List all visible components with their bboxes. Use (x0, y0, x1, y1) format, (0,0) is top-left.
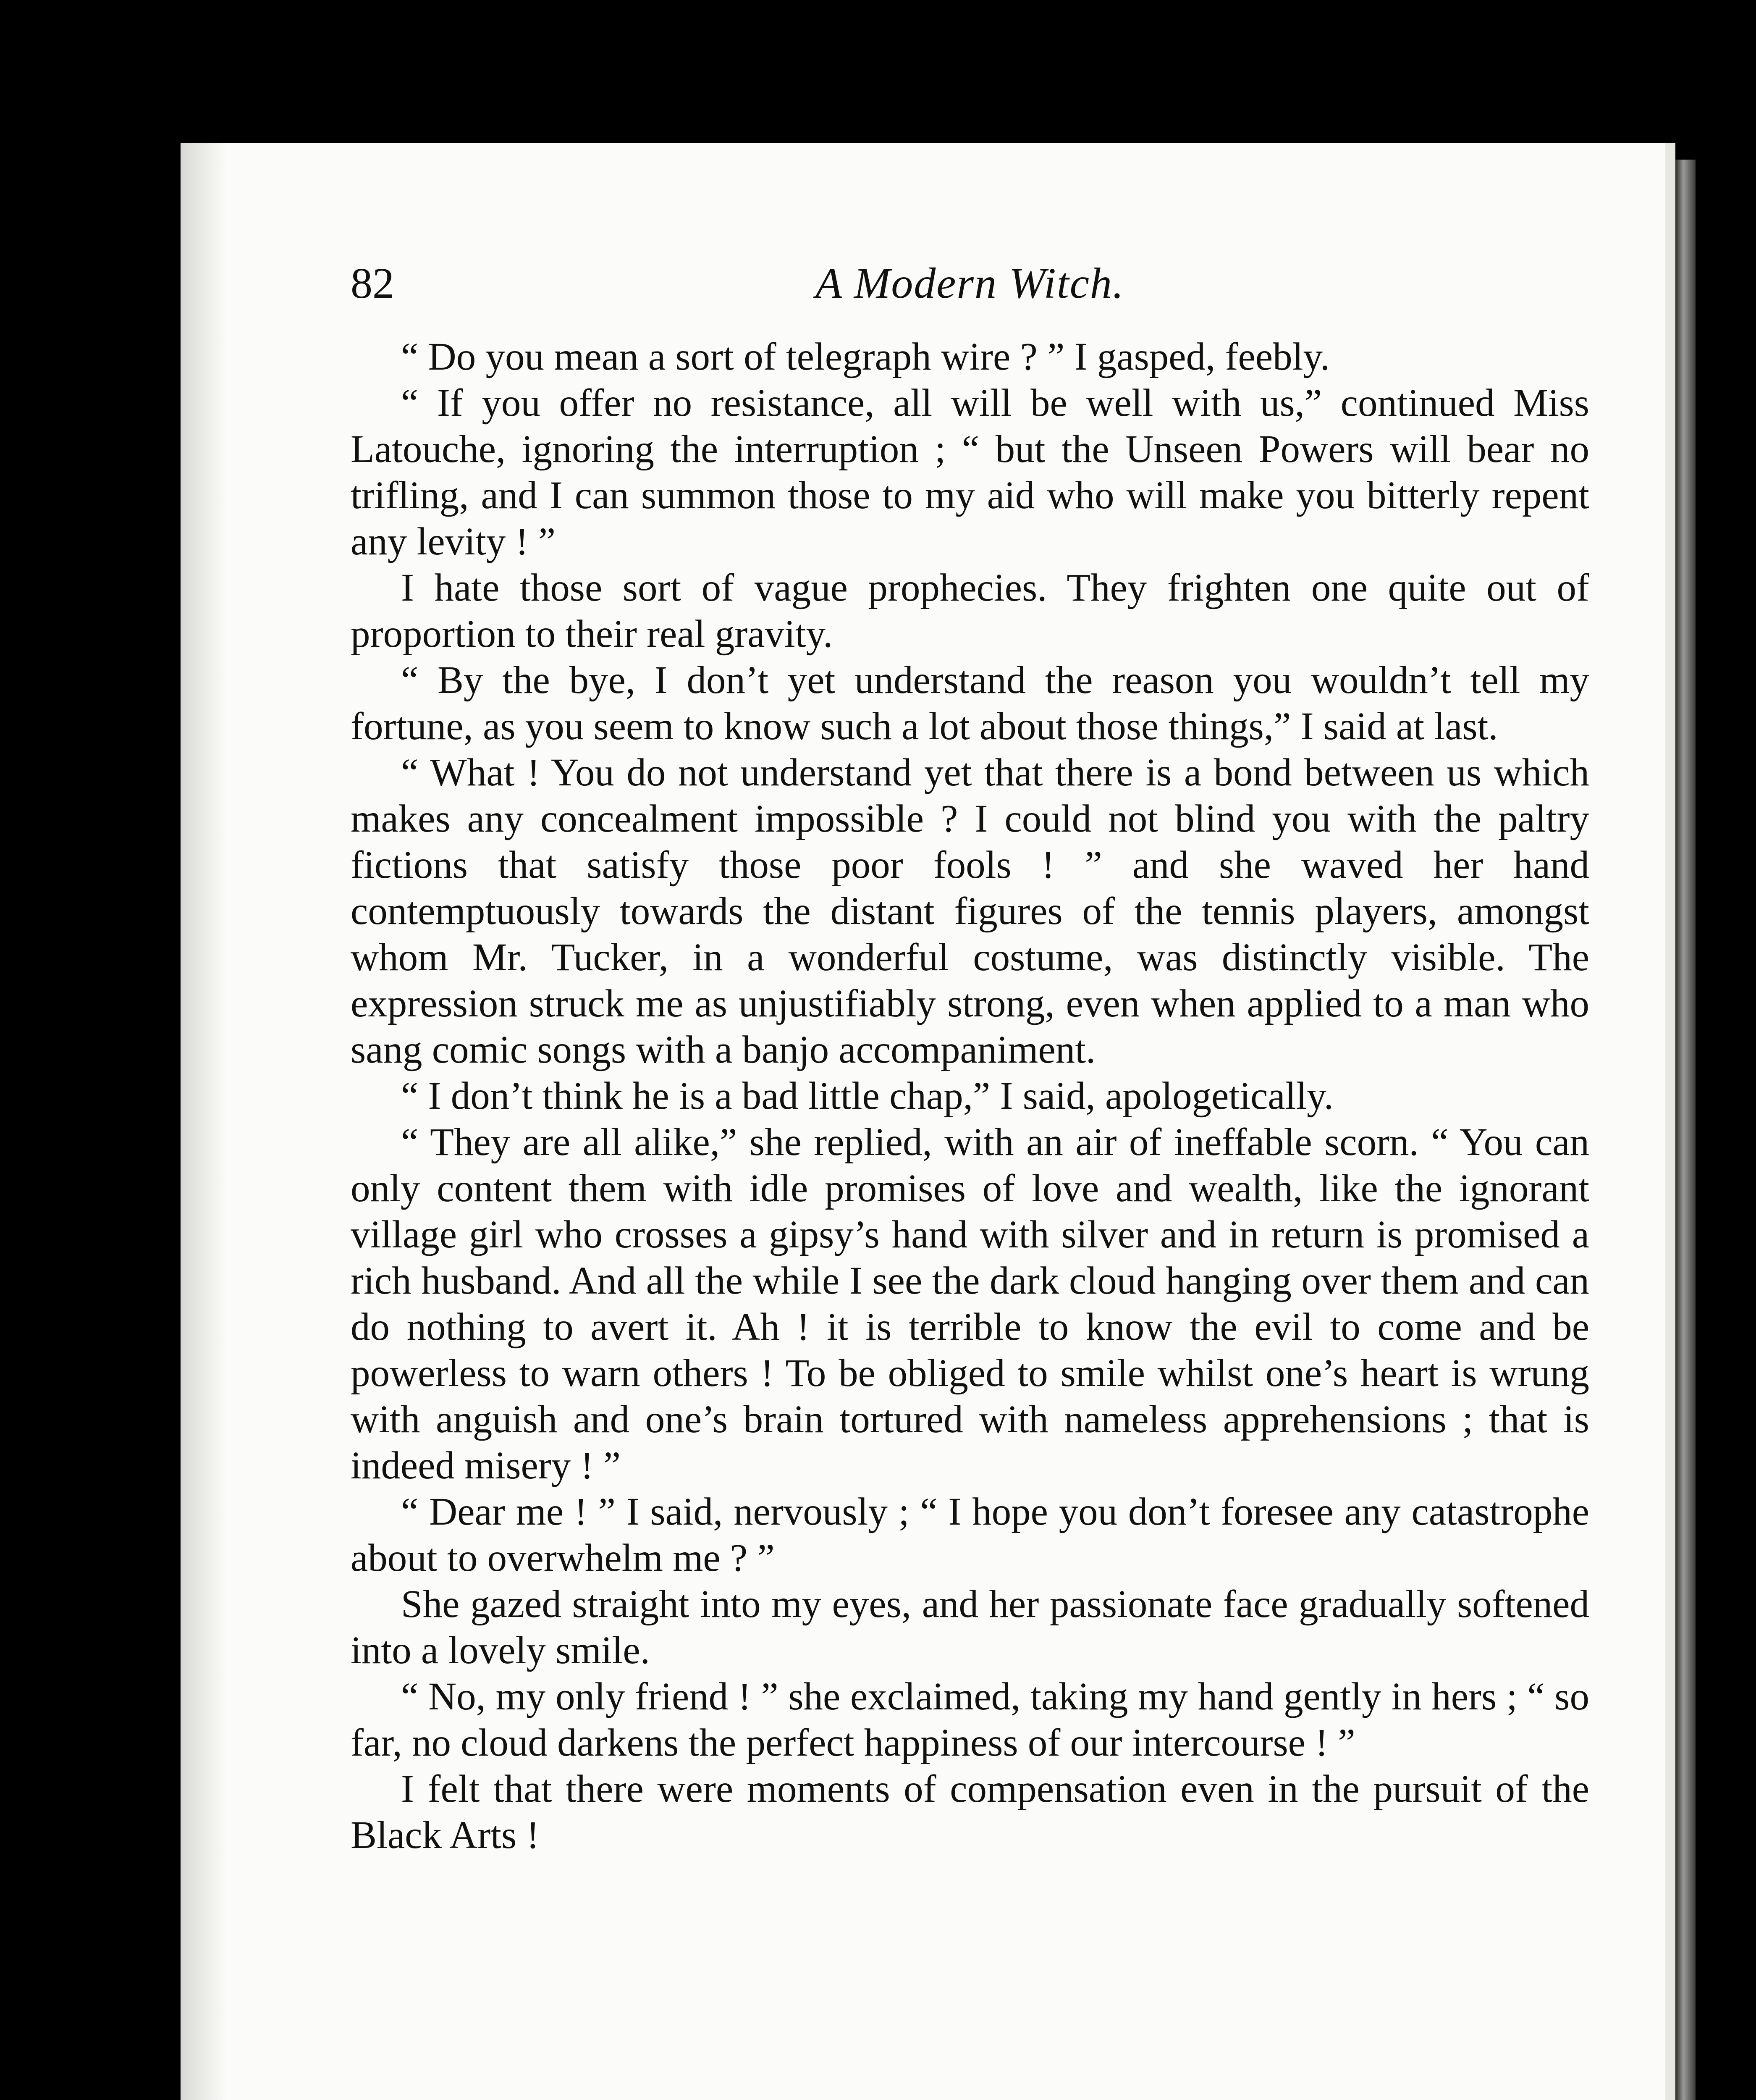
page-edge (1675, 160, 1696, 2100)
paragraph: “ What ! You do not understand yet that there is a bond between us which makes any concealment impossible ? I could not blind you with the paltry fictions that satisfy those poor fools ! ” and she waved her hand contemptuously towards the distant figures of the tennis players, amongst whom Mr. Tucker, in a wonderful costume, was distinctly visible. The expression struck me as unjustifiably strong, even when applied to a man who sang comic songs with a banjo accompaniment. (351, 751, 1589, 1071)
paragraph: “ Dear me ! ” I said, nervously ; “ I hope you don’t foresee any catastrophe about to overwhelm me ? ” (351, 1490, 1589, 1580)
page-number: 82 (351, 259, 394, 307)
paragraph: “ I don’t think he is a bad little chap,” I said, apologetically. (401, 1074, 1334, 1118)
page-header (351, 258, 1589, 313)
paragraph: “ Do you mean a sort of telegraph wire ? ” I gasped, feebly. (401, 335, 1330, 378)
page-gutter-shadow (181, 143, 227, 2100)
paragraph: I hate those sort of vague prophecies. They frighten one quite out of proportion to their real gravity. (351, 566, 1589, 656)
paragraph: “ No, my only friend ! ” she exclaimed, taking my hand gently in hers ; “ so far, no cloud darkens the perfect happiness of our intercourse ! ” (351, 1675, 1589, 1764)
paragraph: “ If you offer no resistance, all will be well with us,” continued Miss Latouche, ignoring the interruption ; “ but the Unseen Powers will bear no trifling, and I can summon those to my aid who will make you bitterly repent any levity ! ” (351, 381, 1589, 563)
paragraph: “ By the bye, I don’t yet understand the reason you wouldn’t tell my fortune, as you seem to know such a lot about those things,” I said at last. (351, 659, 1589, 748)
paragraph: “ They are all alike,” she replied, with an air of ineffable scorn. “ You can only content them with idle promises of love and wealth, like the ignorant village girl who crosses a gipsy’s hand with silver and in return is promised a rich husband. And all the while I see the dark cloud hanging over them and can do nothing to avert it. Ah ! it is terrible to know the evil to come and be powerless to warn others ! To be obliged to smile whilst one’s heart is wrung with anguish and one’s brain tortured with nameless apprehensions ; that is indeed misery ! ” (351, 1121, 1589, 1487)
body-text (351, 334, 1589, 1858)
paragraph: She gazed straight into my eyes, and her passionate face gradually softened into a lovely smile. (351, 1583, 1589, 1672)
running-head: A Modern Witch. (815, 259, 1124, 307)
paragraph: I felt that there were moments of compensation even in the pursuit of the Black Arts ! (351, 1767, 1589, 1857)
